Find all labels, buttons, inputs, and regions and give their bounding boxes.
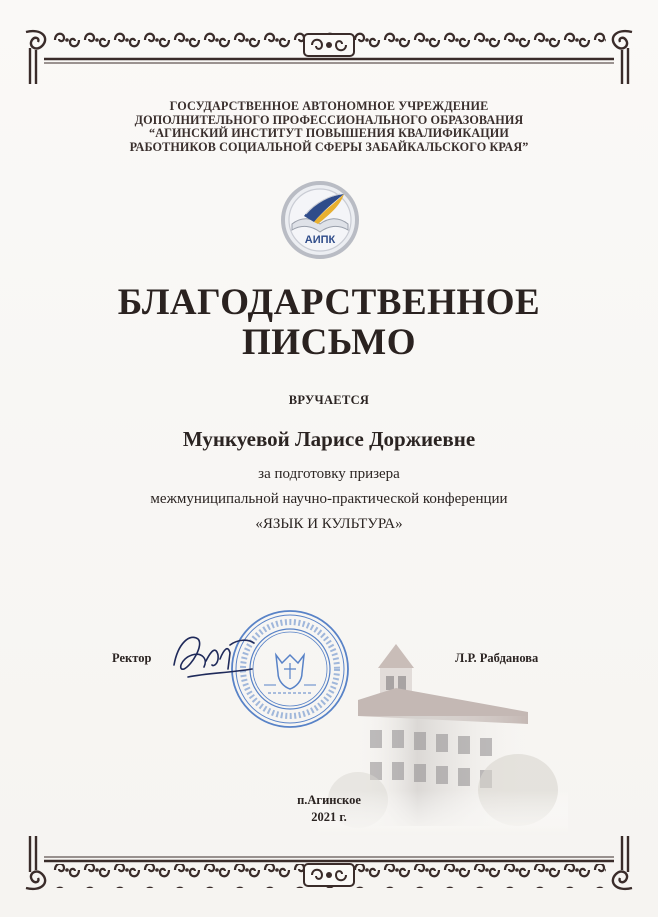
place-name: п.Агинское (297, 793, 361, 807)
reason-line-1: за подготовку призера (258, 466, 400, 482)
place-and-date (0, 792, 658, 826)
org-line-1: ГОСУДАРСТВЕННОЕ АВТОНОМНОЕ УЧРЕЖДЕНИЕ (169, 99, 489, 113)
year: 2021 г. (311, 810, 347, 824)
org-line-3: “АГИНСКИЙ ИНСТИТУТ ПОВЫШЕНИЯ КВАЛИФИКАЦИИ (149, 126, 509, 141)
reason-line-2: межмуниципальной научно-практической конференции (150, 491, 508, 507)
award-reason (0, 462, 658, 537)
title-line-1: БЛАГОДАРСТВЕННОЕ (117, 282, 541, 323)
reason-line-3: «ЯЗЫК И КУЛЬТУРА» (255, 516, 403, 532)
document-title (0, 283, 658, 363)
org-line-4: РАБОТНИКОВ СОЦИАЛЬНОЙ СФЕРЫ ЗАБАЙКАЛЬСКОГО КРАЯ” (129, 139, 529, 154)
awarded-label: ВРУЧАЕТСЯ (288, 393, 370, 407)
ornament-border-top (22, 28, 636, 86)
signature-icon (168, 625, 258, 685)
institute-logo-icon (280, 180, 360, 260)
title-line-2: ПИСЬМО (242, 322, 416, 363)
logo-text: АИПК (304, 234, 336, 246)
recipient-name: Мункуевой Ларисе Доржиевне (182, 427, 476, 451)
ornament-border-bottom (22, 834, 636, 892)
org-line-2: ДОПОЛНИТЕЛЬНОГО ПРОФЕССИОНАЛЬНОГО ОБРАЗОВАНИЯ (134, 112, 524, 127)
signer-position: Ректор (112, 651, 152, 665)
signer-name: Л.Р. Рабданова (455, 651, 539, 665)
organization-header (0, 100, 658, 154)
